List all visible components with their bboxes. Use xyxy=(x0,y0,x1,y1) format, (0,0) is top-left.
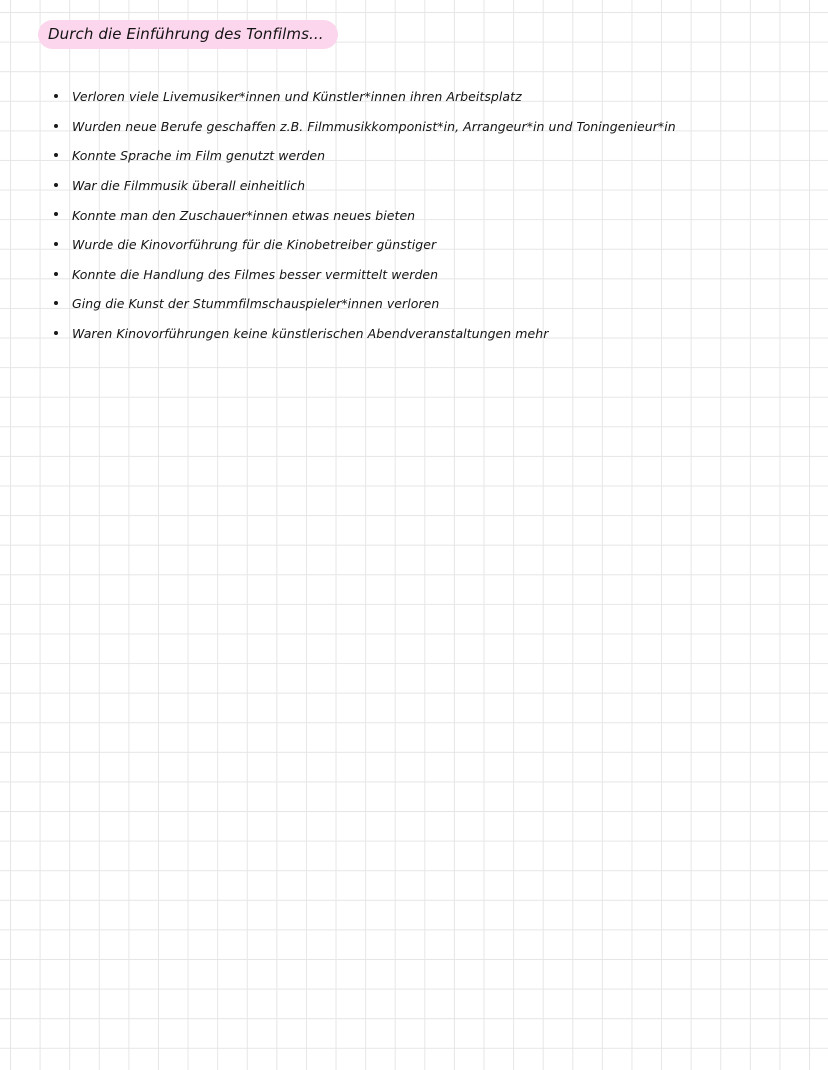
bullet-dot-icon xyxy=(54,212,58,216)
bullet-dot-icon xyxy=(54,94,58,98)
bullet-text: Konnte Sprache im Film genutzt werden xyxy=(72,148,326,164)
bullet-dot-icon xyxy=(54,331,58,335)
list-item xyxy=(48,230,818,260)
bullet-text: War die Filmmusik überall einheitlich xyxy=(72,178,306,194)
bullet-text: Ging die Kunst der Stummfilmschauspieler*innen verloren xyxy=(72,296,440,312)
list-item xyxy=(48,319,818,349)
bullet-text: Waren Kinovorführungen keine künstlerischen Abendveranstaltungen mehr xyxy=(72,326,549,342)
bullet-dot-icon xyxy=(54,183,58,187)
list-item xyxy=(48,112,818,142)
bullet-dot-icon xyxy=(54,124,58,128)
bullet-text: Wurde die Kinovorführung für die Kinobetreiber günstiger xyxy=(72,237,437,253)
list-item xyxy=(48,289,818,319)
list-item xyxy=(48,260,818,290)
bullet-list xyxy=(48,82,818,348)
bullet-dot-icon xyxy=(54,153,58,157)
bullet-text: Verloren viele Livemusiker*innen und Künstler*innen ihren Arbeitsplatz xyxy=(72,89,522,105)
list-item xyxy=(48,82,818,112)
list-item xyxy=(48,141,818,171)
page-heading: Durch die Einführung des Tonfilms... xyxy=(38,20,338,49)
bullet-text: Konnte die Handlung des Filmes besser vermittelt werden xyxy=(72,266,439,282)
heading-container xyxy=(38,20,338,49)
bullet-text: Konnte man den Zuschauer*innen etwas neues bieten xyxy=(72,207,416,223)
list-item xyxy=(48,171,818,201)
list-item xyxy=(48,200,818,230)
bullet-text: Wurden neue Berufe geschaffen z.B. Filmmusikkomponist*in, Arrangeur*in und Toningenieur*in xyxy=(72,118,676,134)
bullet-dot-icon xyxy=(54,272,58,276)
bullet-dot-icon xyxy=(54,301,58,305)
bullet-dot-icon xyxy=(54,242,58,246)
